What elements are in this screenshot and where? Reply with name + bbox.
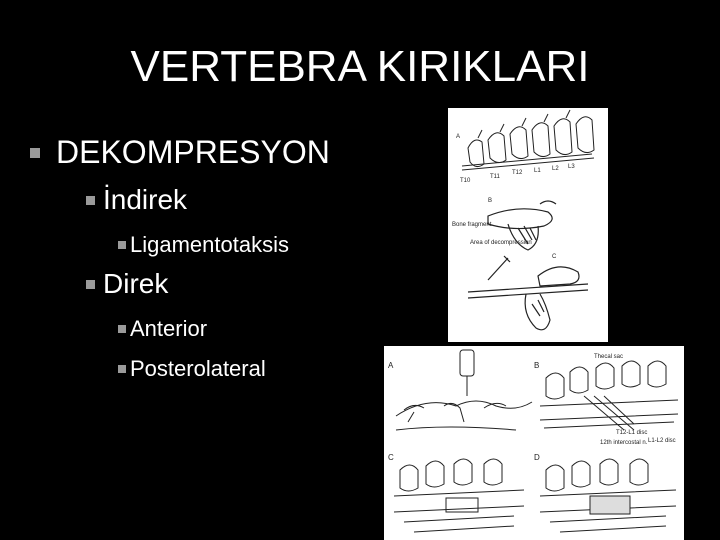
panel-b-label: B xyxy=(534,361,540,370)
l1l2-disc-label: L1-L2 disc xyxy=(648,438,676,444)
bullet-text: Posterolateral xyxy=(130,356,266,381)
nerve-label: 12th intercostal n. xyxy=(600,440,648,446)
square-bullet-icon xyxy=(86,196,95,205)
bullet-text: Anterior xyxy=(130,316,208,341)
thecal-sac-label: Thecal sac xyxy=(594,354,624,360)
square-bullet-icon xyxy=(118,241,126,249)
disc-label: T12-L1 disc xyxy=(616,430,648,436)
square-bullet-icon xyxy=(86,280,95,289)
vertebra-label: T10 xyxy=(460,178,471,184)
bullet-text: DEKOMPRESYON xyxy=(56,134,330,170)
panel-d-label: D xyxy=(534,453,540,462)
panel-c-label: C xyxy=(552,254,557,260)
panel-a-label: A xyxy=(388,361,394,370)
area-decompression-label: Area of decompression xyxy=(470,240,532,246)
bone-fragment-label: Bone fragment xyxy=(452,222,492,228)
bullet-posterolateral xyxy=(118,356,266,382)
vertebra-label: L1 xyxy=(534,168,541,174)
bullet-direk xyxy=(86,268,168,300)
bullet-text: Ligamentotaksis xyxy=(130,232,289,257)
bullet-ligamentotaksis xyxy=(118,232,289,258)
square-bullet-icon xyxy=(118,365,126,373)
surgical-approach-illustration xyxy=(384,346,684,540)
bullet-anterior xyxy=(118,316,207,342)
spine-decompression-illustration xyxy=(448,108,608,342)
bullet-text: İndirek xyxy=(103,184,188,215)
square-bullet-icon xyxy=(30,148,40,158)
vertebra-label: T12 xyxy=(512,170,523,176)
panel-a-label: A xyxy=(456,134,461,140)
bullet-text: Direk xyxy=(103,268,169,299)
bullet-dekompresyon xyxy=(30,134,330,171)
square-bullet-icon xyxy=(118,325,126,333)
vertebra-label: L2 xyxy=(552,166,559,172)
panel-c-label: C xyxy=(388,453,394,462)
vertebra-label: T11 xyxy=(490,174,500,180)
panel-b-label: B xyxy=(488,198,493,204)
slide-title: VERTEBRA KIRIKLARI xyxy=(130,42,590,91)
bullet-indirek xyxy=(86,184,187,216)
vertebra-label: L3 xyxy=(568,164,575,170)
